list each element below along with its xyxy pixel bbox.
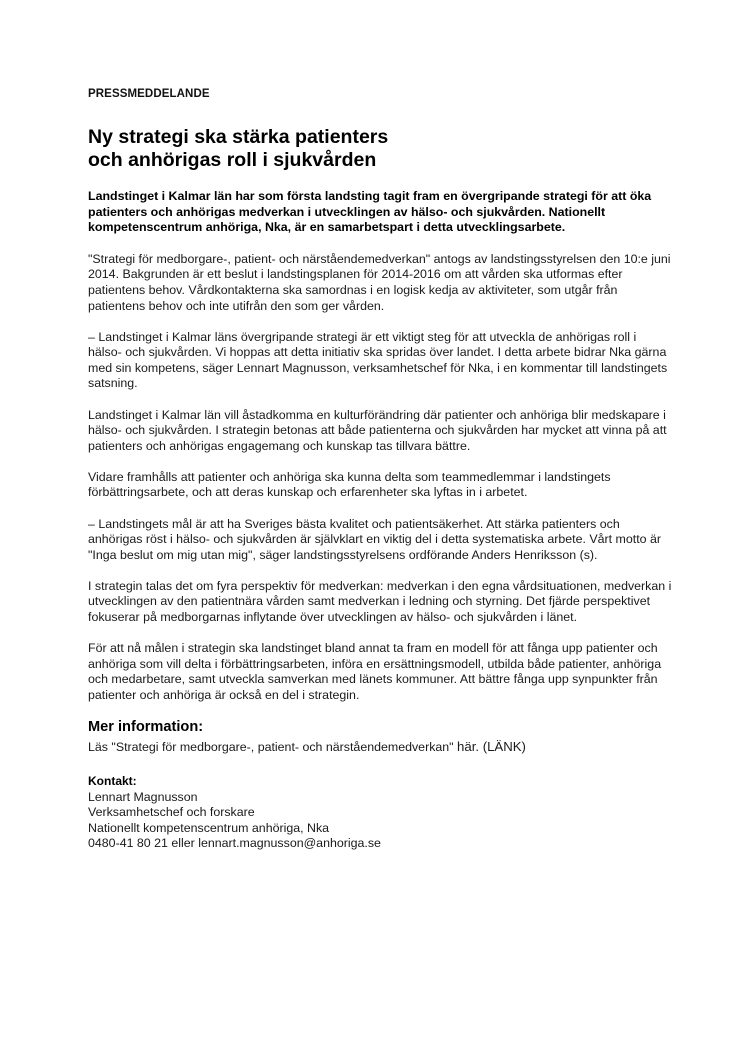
more-info-heading: Mer information: xyxy=(88,718,204,735)
body-paragraph-2: – Landstinget i Kalmar läns övergripande strategi är ett viktigt steg för att utveckla de anhörigas roll i hälso- och sjukvården. Vi hoppas att detta initiativ ska spridas över landet. I detta arbete bidrar Nka gärna med sin kompetens, säger Lennart Magnusson, verksamhetschef för Nka, i en kommentar till landstingets satsning. xyxy=(88,329,668,391)
headline-line-2: och anhörigas roll i sjukvården xyxy=(88,149,377,171)
body-paragraph-7: För att nå målen i strategin ska landstinget bland annat ta fram en modell för att fånga upp patienter och anhöriga som vill delta i förbättringsarbeten, införa en ersättningsmodell, utbilda både patienter, anhöriga och medarbetare, samt utveckla samverkan med länets kommuner. Att bättre fånga upp synpunkter från patienter och anhöriga är också en del i strategin. xyxy=(88,641,662,702)
contact-title: Verksamhetschef och forskare xyxy=(88,805,255,820)
body-paragraph-5: – Landstingets mål är att ha Sveriges bästa kvalitet och patientsäkerhet. Att stärka patienters och anhörigas röst i hälso- och sjukvården är självklart en viktig del i detta systematiska arbete. Vårt motto är "Inga beslut om mig utan mig", säger landstingsstyrelsens ordförande Anders Henriksson (s). xyxy=(88,516,661,562)
body-paragraph-4: Vidare framhålls att patienter och anhöriga ska kunna delta som teammedlemmar i landstingets förbättringsarbete, och att deras kunskap och erfarenheter ska lyftas in i arbetet. xyxy=(88,469,611,500)
lead-paragraph: Landstinget i Kalmar län har som första landsting tagit fram en övergripande strategi för att öka patienters och anhörigas medverkan i utvecklingen av hälso- och sjukvården. Nationellt kompetenscentrum anhöriga, Nka, är en samarbetspart i detta utvecklingsarbete. xyxy=(88,189,652,235)
press-release-label: PRESSMEDDELANDE xyxy=(88,88,210,100)
contact-organization: Nationellt kompetenscentrum anhöriga, Nka xyxy=(88,820,330,835)
contact-name: Lennart Magnusson xyxy=(88,789,198,804)
headline xyxy=(88,126,673,172)
contact-phone-email: 0480-41 80 21 eller lennart.magnusson@anhoriga.se xyxy=(88,836,381,851)
more-info-link[interactable]: här. (LÄNK) xyxy=(457,738,526,754)
contact-heading: Kontakt: xyxy=(88,773,137,788)
document-body xyxy=(88,88,673,852)
contact-block xyxy=(88,790,673,852)
body-paragraph-1: "Strategi för medborgare-, patient- och närståendemedverkan" antogs av landstingsstyrelsen den 10:e juni 2014. Bakgrunden är ett beslut i landstingsplanen för 2014-2016 om att vården ska utformas efter patientens behov. Vårdkontakterna ska samordnas i en logisk kedja av aktiviteter, som utgår från patientens behov och inte utifrån den som ger vården. xyxy=(88,251,671,313)
body-paragraph-6: I strategin talas det om fyra perspektiv för medverkan: medverkan i den egna vårdsituationen, medverkan i utvecklingen av den patientnära vården samt medverkan i ledning och styrning. Det fjärde perspektivet fokuserar på medborgarnas inflytande över utvecklingen av hälso- och sjukvården i länet. xyxy=(88,578,672,624)
headline-line-1: Ny strategi ska stärka patienters xyxy=(88,126,389,148)
body-paragraph-3: Landstinget i Kalmar län vill åstadkomma en kulturförändring där patienter och anhöriga blir medskapare i hälso- och sjukvården. I strategin betonas att både patienterna och sjukvården har mycket att vinna på att patienters och anhörigas engagemang och kunskap tas tillvara bättre. xyxy=(88,407,667,453)
more-info-text xyxy=(88,739,673,756)
more-info-description: Läs "Strategi för medborgare-, patient- och närståendemedverkan" xyxy=(88,739,454,754)
